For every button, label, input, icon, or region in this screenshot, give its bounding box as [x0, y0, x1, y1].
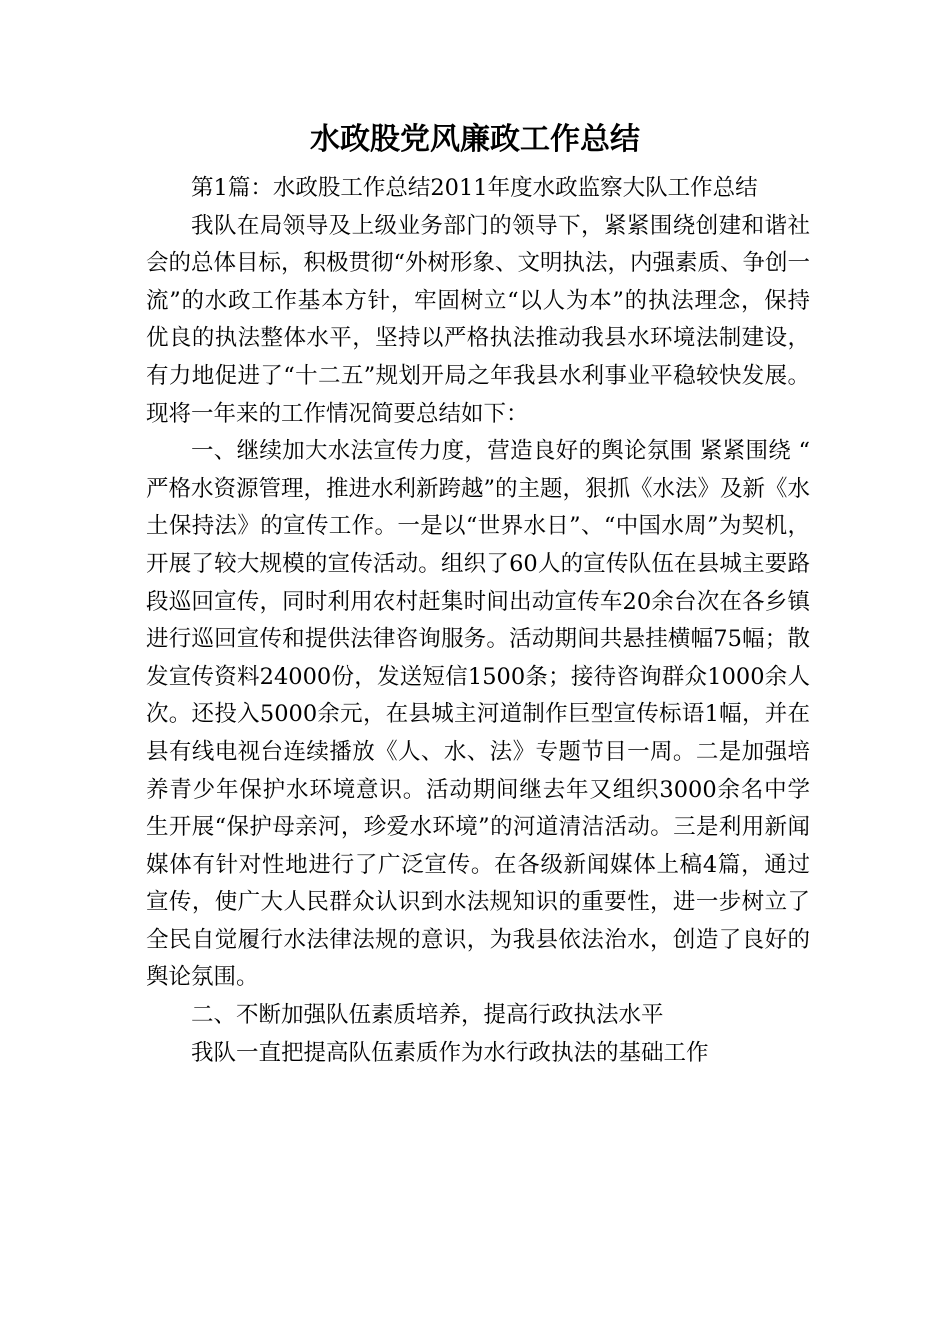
section-heading-2: 二、不断加强队伍素质培养，提高行政执法水平: [191, 1002, 664, 1029]
paragraph-section-2: 我队一直把提高队伍素质作为水行政执法的基础工作: [191, 1039, 709, 1066]
paragraph-section-1: 一、继续加大水法宣传力度，营造良好的舆论氛围 紧紧围绕 “ 严格水资源管理，推进水利新跨越”的主题，狠抓《水法》及新《水土保持法》的宣传工作。一是以“世界水日”、“中国水周”为契机，开展了较大规模的宣传活动。组织了60人的宣传队伍在县城主要路段巡回宣传，同时利用农村赶集时间出动宣传车20余台次在各乡镇进行巡回宣传和提供法律咨询服务。活动期间共悬挂横幅75幅；散发宣传资料24000份，发送短信1500条；接待咨询群众1000余人次。还投入5000余元，在县城主河道制作巨型宣传标语1幅，并在县有线电视台连续播放《人、水、法》专题节目一周。二是加强培养青少年保护水环境意识。活动期间继去年又组织3000余名中学生开展“保护母亲河，珍爱水环境”的河道清洁活动。三是利用新闻媒体有针对性地进行了广泛宣传。在各级新闻媒体上稿4篇，通过宣传，使广大人民群众认识到水法规知识的重要性，进一步树立了全民自觉履行水法律法规的意识，为我县依法治水，创造了良好的舆论氛围。: [146, 438, 811, 991]
document-body: [146, 170, 810, 1072]
paragraph-intro: 我队在局领导及上级业务部门的领导下，紧紧围绕创建和谐社会的总体目标，积极贯彻“外树形象、文明执法，内强素质、争创一流”的水政工作基本方针，牢固树立“以人为本”的执法理念，保持优良的执法整体水平，坚持以严格执法推动我县水环境法制建设，有力地促进了“十二五”规划开局之年我县水利事业平稳较快发展。现将一年来的工作情况简要总结如下：: [146, 212, 811, 427]
paragraph-subtitle: 第1篇：水政股工作总结2011年度水政监察大队工作总结: [191, 175, 758, 201]
document-title: 水政股党风廉政工作总结: [310, 122, 640, 157]
